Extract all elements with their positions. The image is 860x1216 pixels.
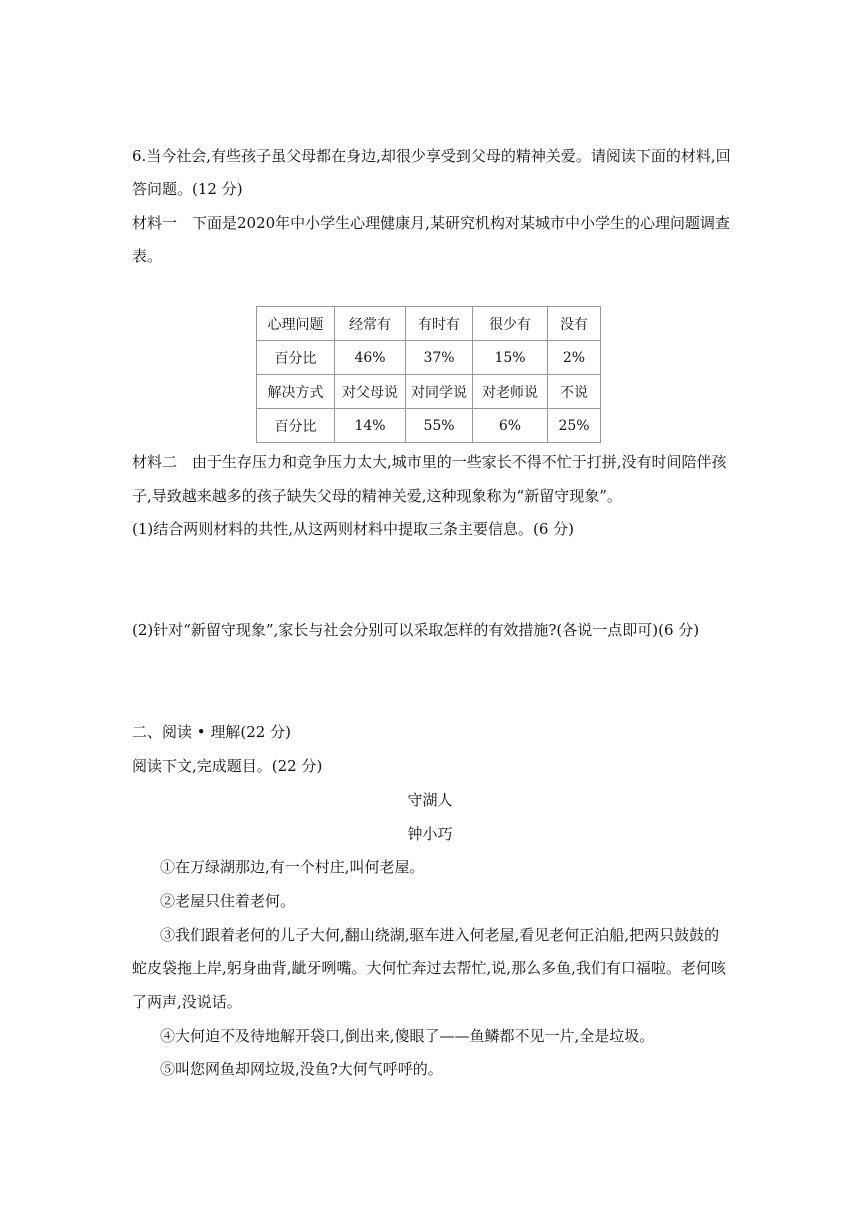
- table-cell: 解决方式: [257, 375, 335, 409]
- table-cell: 对老师说: [473, 375, 548, 409]
- article-title: 守湖人: [407, 791, 453, 809]
- table-cell: 不说: [548, 375, 601, 409]
- table-cell: 对父母说: [335, 375, 406, 409]
- table-cell: 6%: [473, 409, 548, 443]
- paragraph-1: ①在万绿湖那边,有一个村庄,叫何老屋。: [160, 858, 425, 876]
- table-cell: 对同学说: [406, 375, 473, 409]
- table-cell: 百分比: [257, 341, 335, 375]
- table-cell: 2%: [548, 341, 601, 375]
- table-cell: 46%: [335, 341, 406, 375]
- section-instruction: 阅读下文,完成题目。(22 分): [132, 757, 323, 775]
- paragraph-3-line-2: 蛇皮袋拖上岸,躬身曲背,龇牙咧嘴。大何忙奔过去帮忙,说,那么多鱼,我们有口福啦。老何咳: [132, 959, 726, 977]
- table-cell: 25%: [548, 409, 601, 443]
- paragraph-3-line-1: ③我们跟着老何的儿子大何,翻山绕湖,驱车进入何老屋,看见老何正泊船,把两只鼓鼓的: [160, 926, 720, 944]
- table-cell: 37%: [406, 341, 473, 375]
- material-1-line-2: 表。: [132, 247, 163, 265]
- table-cell: 经常有: [335, 307, 406, 341]
- table-cell: 55%: [406, 409, 473, 443]
- table-cell: 心理问题: [257, 307, 335, 341]
- paragraph-5: ⑤叫您网鱼却网垃圾,没鱼?大何气呼呼的。: [160, 1060, 443, 1078]
- material-1-line-1: 材料一 下面是2020年中小学生心理健康月,某研究机构对某城市中小学生的心理问题调查: [132, 214, 730, 232]
- survey-table: [256, 306, 601, 443]
- question-6-line-2: 答问题。(12 分): [132, 180, 243, 198]
- table-cell: 很少有: [473, 307, 548, 341]
- table-cell: 没有: [548, 307, 601, 341]
- section-heading: 二、阅读 • 理解(22 分): [132, 723, 291, 741]
- table-row: [257, 307, 601, 341]
- sub-question-2: (2)针对“新留守现象”,家长与社会分别可以采取怎样的有效措施?(各说一点即可)(6 分): [132, 621, 700, 639]
- paragraph-3-line-3: 了两声,没说话。: [132, 993, 242, 1011]
- question-6-line-1: 6.当今社会,有些孩子虽父母都在身边,却很少享受到父母的精神关爱。请阅读下面的材料,回: [132, 147, 731, 165]
- sub-question-1: (1)结合两则材料的共性,从这两则材料中提取三条主要信息。(6 分): [132, 520, 575, 538]
- table-cell: 15%: [473, 341, 548, 375]
- table-cell: 百分比: [257, 409, 335, 443]
- table-row: [257, 375, 601, 409]
- paragraph-4: ④大何迫不及待地解开袋口,倒出来,傻眼了——鱼鳞都不见一片,全是垃圾。: [160, 1027, 655, 1045]
- article-author: 钟小巧: [407, 825, 453, 843]
- table-cell: 14%: [335, 409, 406, 443]
- material-2-line-1: 材料二 由于生存压力和竞争压力太大,城市里的一些家长不得不忙于打拼,没有时间陪伴孩: [132, 453, 727, 471]
- table-cell: 有时有: [406, 307, 473, 341]
- table-row: [257, 409, 601, 443]
- material-2-line-2: 子,导致越来越多的孩子缺失父母的精神关爱,这种现象称为“新留守现象”。: [132, 487, 622, 505]
- table-row: [257, 341, 601, 375]
- paragraph-2: ②老屋只住着老何。: [160, 892, 296, 910]
